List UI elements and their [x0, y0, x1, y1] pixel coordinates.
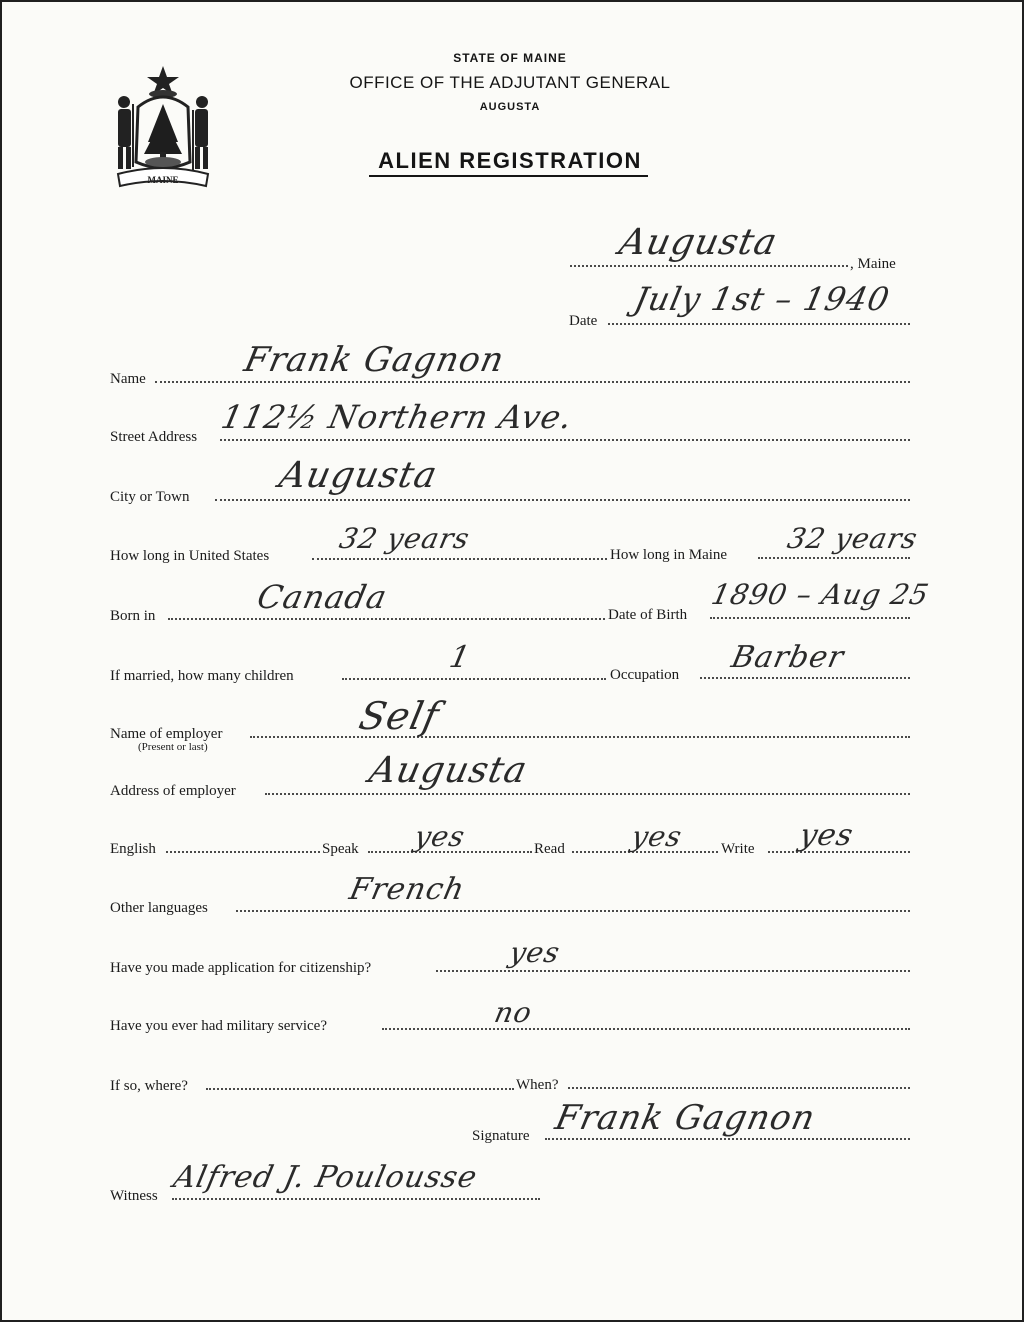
- us-duration-dots: [312, 558, 607, 560]
- employer-value: Self: [355, 694, 444, 738]
- write-value: yes: [796, 818, 857, 853]
- employer-address-value: Augusta: [365, 750, 532, 791]
- date-dots: [608, 323, 910, 325]
- born-in-label: Born in: [110, 608, 156, 624]
- employer-address-dots: [265, 793, 910, 795]
- other-languages-label: Other languages: [110, 900, 208, 916]
- other-languages-value: French: [346, 872, 469, 907]
- write-label: Write: [721, 841, 755, 857]
- name-dots: [155, 381, 910, 383]
- date-label: Date: [569, 313, 598, 329]
- employer-address-label: Address of employer: [110, 783, 236, 799]
- header-state: STATE OF MAINE: [453, 51, 567, 65]
- signature-value: Frank Gagnon: [551, 1098, 820, 1138]
- other-languages-dots: [236, 910, 910, 912]
- dob-dots: [710, 617, 910, 619]
- citizenship-dots: [436, 970, 910, 972]
- us-duration-value: 32 years: [336, 522, 473, 555]
- when-dots: [568, 1087, 910, 1089]
- occupation-label: Occupation: [610, 667, 680, 683]
- us-duration-label: How long in United States: [110, 548, 270, 564]
- date-value: July 1st – 1940: [630, 280, 894, 318]
- read-value: yes: [628, 820, 686, 853]
- occupation-value: Barber: [728, 640, 848, 675]
- title-underline: [369, 175, 648, 177]
- city-value: Augusta: [275, 455, 442, 496]
- street-label: Street Address: [110, 429, 198, 445]
- english-dots: [166, 851, 320, 853]
- military-dots: [382, 1028, 910, 1030]
- children-value: 1: [446, 640, 474, 675]
- where-dots: [206, 1088, 514, 1090]
- speak-value: yes: [411, 820, 469, 853]
- witness-value: Alfred J. Poulousse: [170, 1160, 481, 1195]
- town-value: Augusta: [615, 222, 782, 263]
- witness-dots: [172, 1198, 540, 1200]
- maine-label: , Maine: [850, 256, 896, 272]
- witness-label: Witness: [110, 1188, 158, 1204]
- employer-label: Name of employer: [110, 726, 223, 742]
- header-office: OFFICE OF THE ADJUTANT GENERAL: [349, 73, 671, 92]
- dob-label: Date of Birth: [608, 607, 688, 623]
- military-label: Have you ever had military service?: [110, 1018, 327, 1034]
- name-value: Frank Gagnon: [240, 340, 509, 380]
- header-city: AUGUSTA: [479, 101, 541, 113]
- born-in-dots: [168, 618, 605, 620]
- born-in-value: Canada: [253, 578, 391, 616]
- military-value: no: [491, 996, 536, 1029]
- town-dots: [570, 265, 848, 267]
- form-title: ALIEN REGISTRATION: [378, 148, 642, 173]
- name-label: Name: [110, 371, 146, 387]
- employer-note: (Present or last): [138, 741, 208, 753]
- when-label: When?: [516, 1077, 559, 1093]
- speak-label: Speak: [322, 841, 359, 857]
- me-duration-label: How long in Maine: [610, 547, 728, 563]
- read-label: Read: [534, 841, 565, 857]
- street-value: 112½ Northern Ave.: [217, 398, 577, 436]
- english-label: English: [110, 841, 156, 857]
- city-dots: [215, 499, 910, 501]
- children-label: If married, how many children: [110, 668, 294, 684]
- maine-state-seal-icon: [108, 62, 218, 192]
- citizenship-label: Have you made application for citizenship?: [110, 960, 372, 976]
- street-dots: [220, 439, 910, 441]
- dob-value: 1890 – Aug 25: [708, 578, 933, 611]
- employer-dots: [250, 736, 910, 738]
- signature-label: Signature: [472, 1128, 530, 1144]
- svg-text:MAINE: MAINE: [147, 175, 179, 185]
- city-label: City or Town: [110, 489, 190, 505]
- children-dots: [342, 678, 606, 680]
- me-duration-dots: [758, 557, 910, 559]
- citizenship-value: yes: [506, 936, 564, 969]
- signature-dots: [545, 1138, 910, 1140]
- me-duration-value: 32 years: [784, 522, 921, 555]
- occupation-dots: [700, 677, 910, 679]
- where-label: If so, where?: [110, 1078, 188, 1094]
